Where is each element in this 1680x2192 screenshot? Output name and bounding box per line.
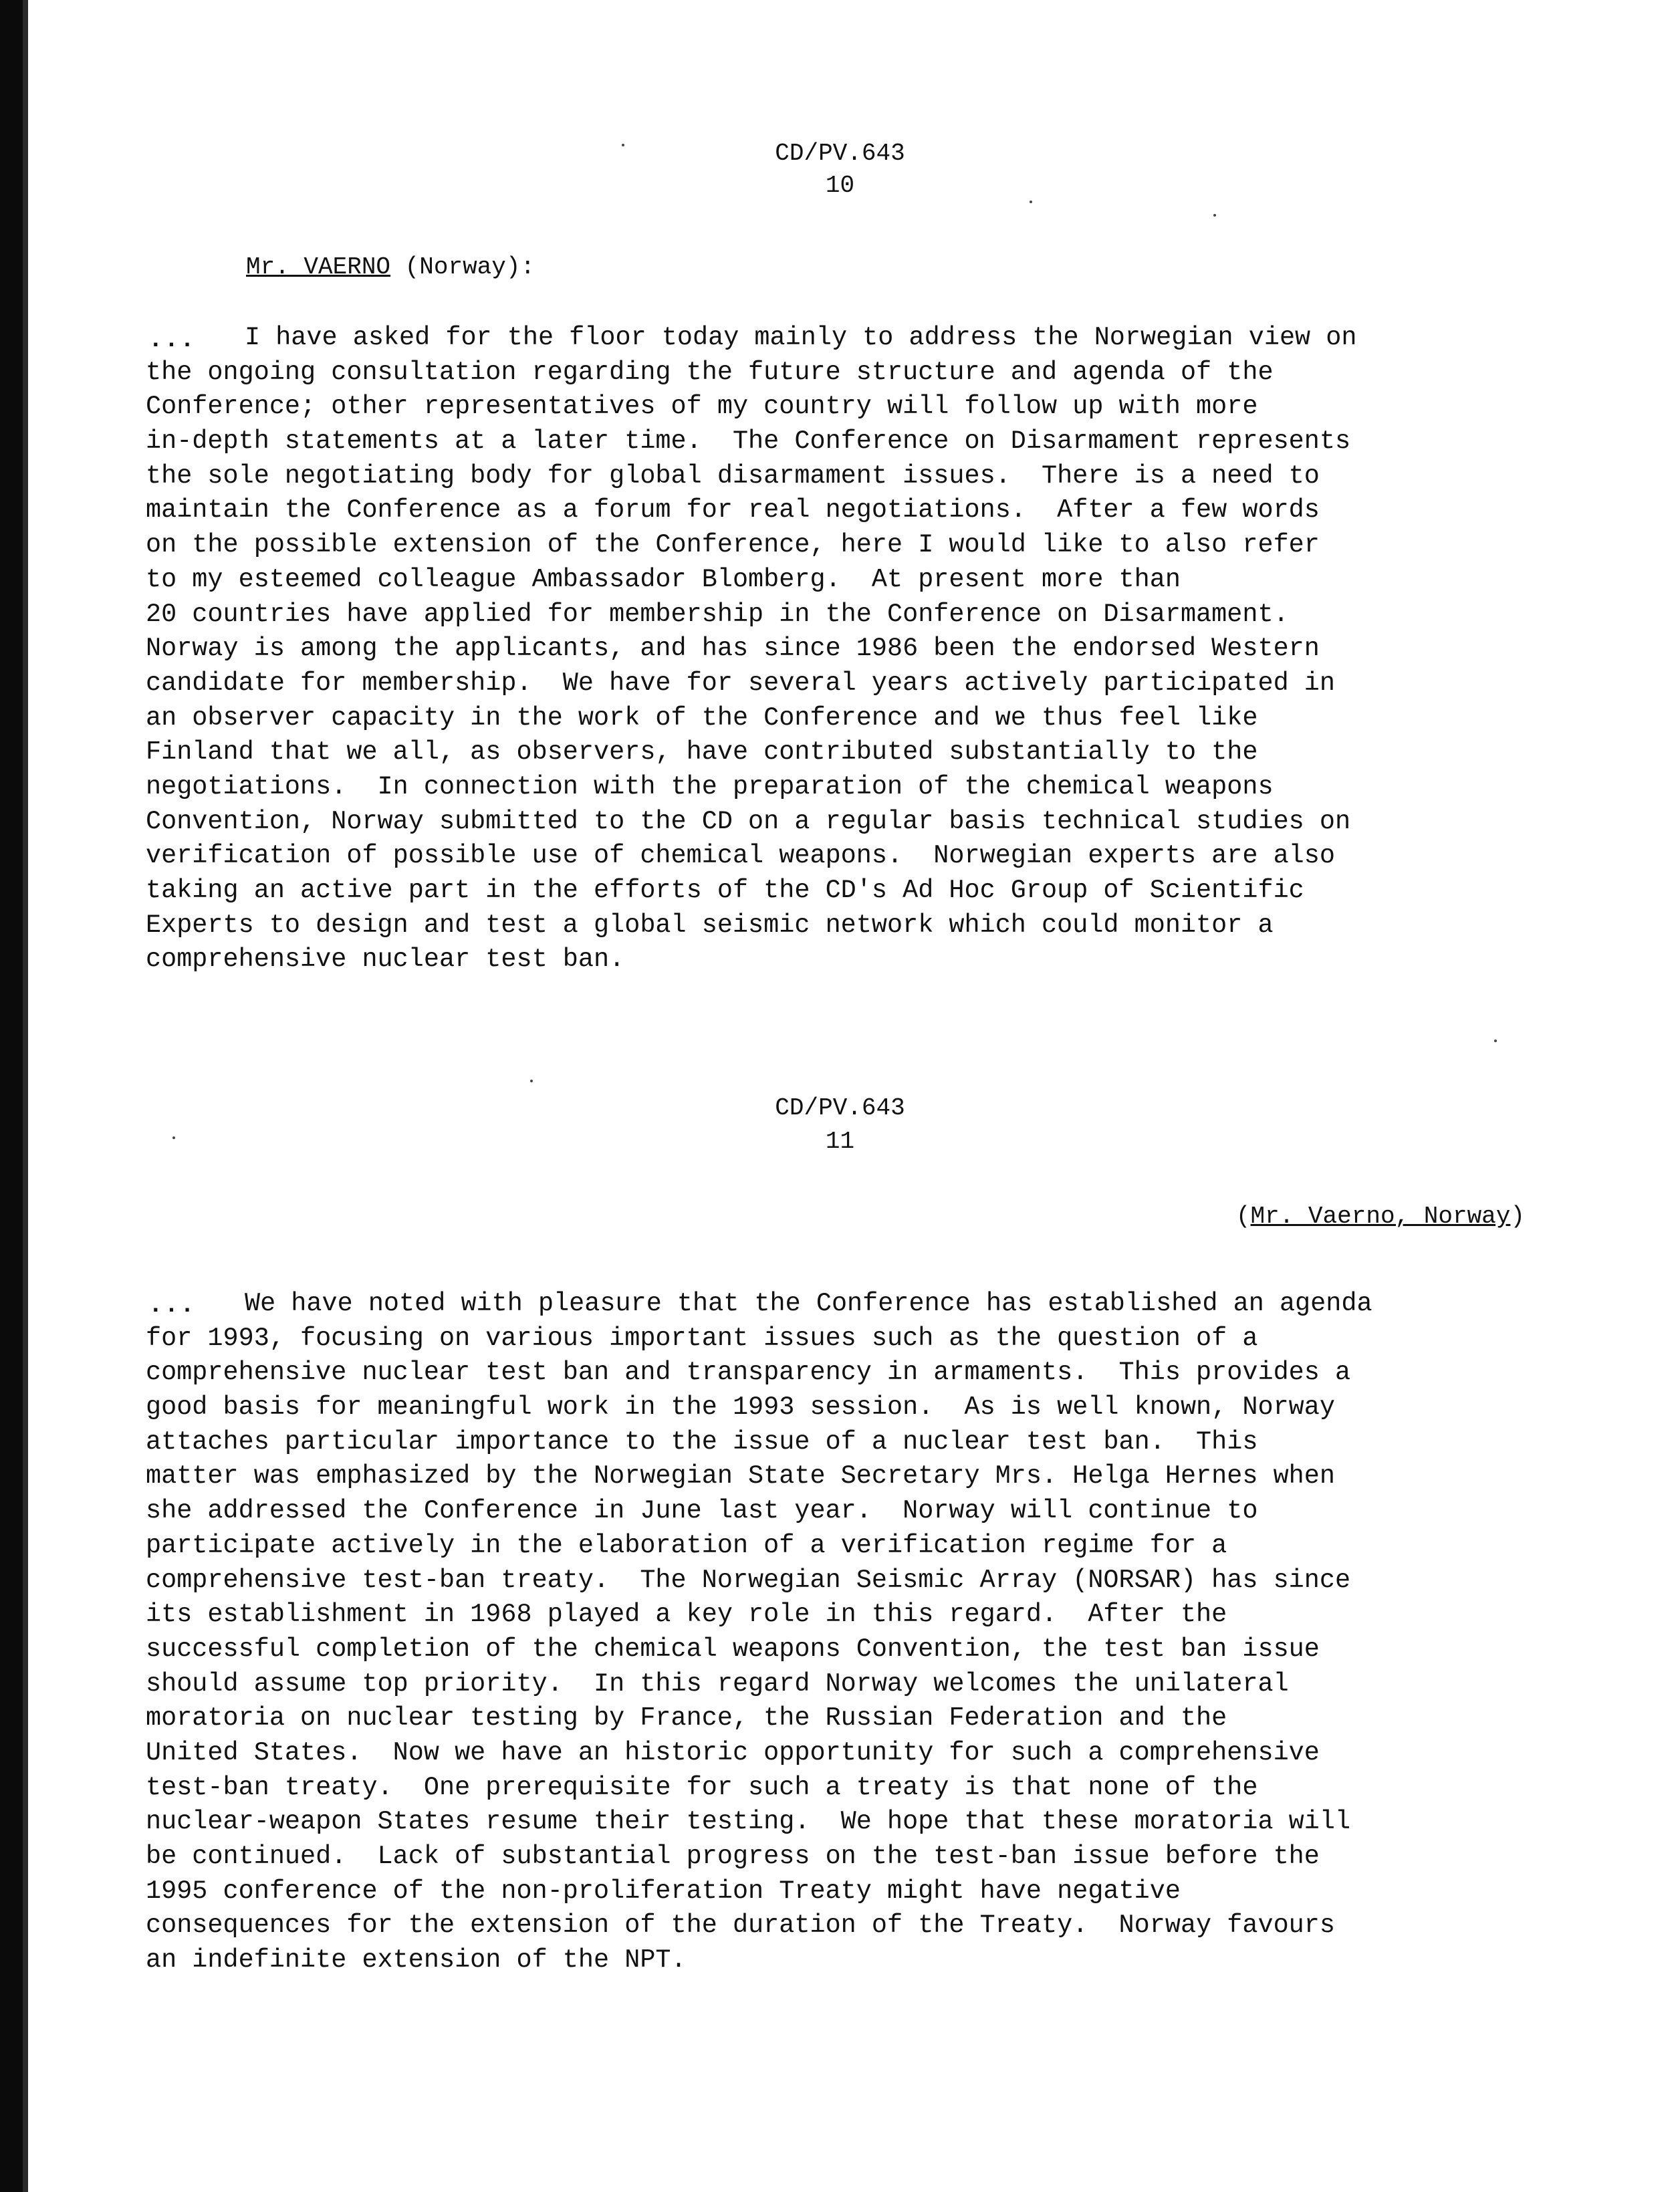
text-line: I have asked for the floor today mainly to address the Norwegian view on bbox=[245, 323, 1357, 352]
text-line: the sole negotiating body for global disarmament issues. There is a need to bbox=[146, 461, 1320, 491]
page-number-1: 10 bbox=[825, 172, 855, 199]
statement-paragraph-1 bbox=[146, 321, 1550, 977]
text-line: comprehensive nuclear test ban and transparency in armaments. This provides a bbox=[146, 1358, 1351, 1388]
text-line: consequences for the extension of the duration of the Treaty. Norway favours bbox=[146, 1911, 1335, 1941]
text-line: an observer capacity in the work of the Conference and we thus feel like bbox=[146, 703, 1258, 733]
text-line: for 1993, focusing on various important issues such as the question of a bbox=[146, 1323, 1258, 1353]
text-line: its establishment in 1968 played a key role in this regard. After the bbox=[146, 1600, 1227, 1630]
text-line: test-ban treaty. One prerequisite for such a treaty is that none of the bbox=[146, 1772, 1258, 1802]
scan-speck bbox=[1494, 1040, 1497, 1042]
scan-speck bbox=[622, 144, 624, 146]
text-line: maintain the Conference as a forum for real negotiations. After a few words bbox=[146, 495, 1320, 525]
text-line: to my esteemed colleague Ambassador Blomberg. At present more than bbox=[146, 564, 1181, 594]
text-line: should assume top priority. In this regard Norway welcomes the unilateral bbox=[146, 1669, 1289, 1699]
speaker-country: (Norway): bbox=[404, 253, 535, 281]
document-symbol-1: CD/PV.643 bbox=[775, 140, 905, 167]
text-line: she addressed the Conference in June last year. Norway will continue to bbox=[146, 1496, 1258, 1526]
text-line: negotiations. In connection with the preparation of the chemical weapons bbox=[146, 771, 1274, 802]
text-line: attaches particular importance to the issue of a nuclear test ban. This bbox=[146, 1427, 1258, 1457]
text-line: taking an active part in the efforts of the CD's Ad Hoc Group of Scientific bbox=[146, 876, 1304, 905]
text-line: Experts to design and test a global seismic network which could monitor a bbox=[146, 910, 1274, 940]
text-line: participate actively in the elaboration of a verification regime for a bbox=[146, 1530, 1227, 1560]
text-line: Norway is among the applicants, and has since 1986 been the endorsed Western bbox=[146, 634, 1320, 664]
text-line: an indefinite extension of the NPT. bbox=[146, 1945, 687, 1975]
page-number-2: 11 bbox=[825, 1128, 855, 1155]
text-line: on the possible extension of the Conference, here I would like to also refer bbox=[146, 530, 1320, 560]
text-line: the ongoing consultation regarding the future structure and agenda of the bbox=[146, 357, 1274, 387]
speaker-heading bbox=[246, 251, 535, 284]
omission-ellipsis-2: ... bbox=[148, 1292, 196, 1319]
scan-speck bbox=[1213, 214, 1216, 217]
speaker-attribution bbox=[1236, 1200, 1525, 1233]
text-line: Finland that we all, as observers, have contributed substantially to the bbox=[146, 737, 1258, 767]
text-line: successful completion of the chemical weapons Convention, the test ban issue bbox=[146, 1634, 1320, 1664]
scan-speck bbox=[530, 1080, 533, 1082]
text-line: We have noted with pleasure that the Conference has established an agenda bbox=[245, 1289, 1372, 1318]
text-line: verification of possible use of chemical weapons. Norwegian experts are also bbox=[146, 841, 1335, 871]
attribution-name: Mr. Vaerno, Norway bbox=[1250, 1203, 1511, 1230]
text-line: comprehensive test-ban treaty. The Norwegian Seismic Array (NORSAR) has since bbox=[146, 1565, 1351, 1595]
text-line: comprehensive nuclear test ban. bbox=[146, 945, 625, 975]
text-line: in-depth statements at a later time. The Conference on Disarmament represents bbox=[146, 427, 1351, 457]
text-line: good basis for meaningful work in the 1993 session. As is well known, Norway bbox=[146, 1392, 1335, 1423]
text-line: Convention, Norway submitted to the CD on a regular basis technical studies on bbox=[146, 806, 1351, 836]
text-line: nuclear-weapon States resume their testing. We hope that these moratoria will bbox=[146, 1807, 1351, 1837]
statement-paragraph-2 bbox=[146, 1287, 1550, 1978]
omission-ellipsis-1: ... bbox=[148, 326, 196, 354]
text-line: United States. Now we have an historic opportunity for such a comprehensive bbox=[146, 1737, 1320, 1768]
text-line: moratoria on nuclear testing by France, the Russian Federation and the bbox=[146, 1703, 1227, 1733]
attribution-open-paren: ( bbox=[1235, 1203, 1251, 1230]
text-line: candidate for membership. We have for several years actively participated in bbox=[146, 668, 1335, 698]
text-line: be continued. Lack of substantial progress on the test-ban issue before the bbox=[146, 1842, 1320, 1871]
scan-speck bbox=[1030, 201, 1032, 203]
document-symbol-2: CD/PV.643 bbox=[775, 1094, 905, 1122]
attribution-close-paren: ) bbox=[1510, 1203, 1525, 1230]
text-line: 20 countries have applied for membership in the Conference on Disarmament. bbox=[146, 599, 1289, 629]
text-line: matter was emphasized by the Norwegian State Secretary Mrs. Helga Hernes when bbox=[146, 1461, 1335, 1491]
text-line: Conference; other representatives of my country will follow up with more bbox=[146, 392, 1258, 422]
scan-speck bbox=[172, 1136, 175, 1139]
speaker-name: Mr. VAERNO bbox=[246, 253, 391, 281]
text-line: 1995 conference of the non-proliferation Treaty might have negative bbox=[146, 1876, 1181, 1906]
